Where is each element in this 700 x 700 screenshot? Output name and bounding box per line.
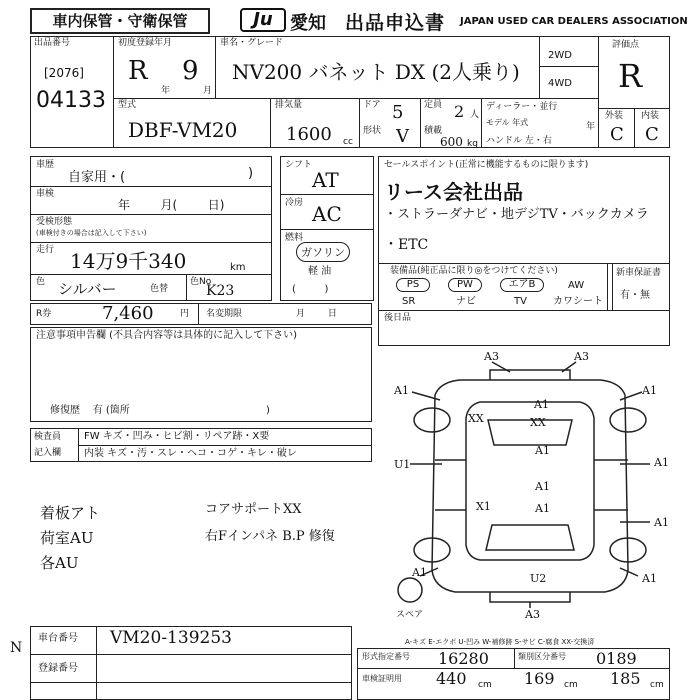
first-reg-era: R [128,56,148,86]
category-value: 0189 [596,649,637,668]
mark-a1-roof: A1 [535,444,550,457]
selling-line-3: ・ETC [384,237,429,253]
type-label: 形式指定番号 [362,652,410,661]
drive-box [539,36,599,99]
width-value: 169 [524,669,555,688]
shift-label: シフト [285,160,313,170]
model-value: DBF-VM20 [128,118,238,142]
r-ticket-value: 7,460 [102,303,154,324]
tax-unit: 月 日 [296,309,337,319]
dimension-label: 車検証明用 [362,674,402,683]
mark-a1-centre: A1 [535,480,550,493]
load-value: 600 [440,135,463,149]
shape-label: 形状 [363,126,382,136]
history-close: ) [248,166,254,181]
int-grade: C [645,124,659,145]
mark-a1-hood: A1 [534,398,549,411]
first-reg-label: 初度登録年月 [118,38,173,48]
length-unit: cm [478,680,492,690]
chassis-label: 車台番号 [38,633,78,644]
int-label: 内装 [641,111,660,121]
first-reg-month: 9 [182,56,199,86]
dealer-label: ディーラー・並行 [486,102,558,112]
logo-prefecture: 愛知 [290,13,326,34]
after-goods-label: 後日品 [384,313,412,323]
mark-a1-left-front: A1 [394,384,409,397]
equipment-label: 装備品(純正品に限り◎をつけてください) [390,266,558,276]
fuel-label: 燃料 [285,233,304,243]
fuel-paren: ( ) [292,284,329,295]
inspector-row-1: FW キズ・凹み・ヒビ割・リペア跡・X要 [84,431,270,442]
tax-label: 名変期限 [206,309,243,319]
equip-sr: SR [402,296,416,307]
equip-aw: AW [568,280,585,291]
shift-value: AT [312,168,339,192]
height-unit: cm [650,680,664,690]
load-label: 積載 [424,126,443,136]
selling-line-1: リース会社出品 [384,180,523,204]
color-value: シルバー [58,280,117,298]
capacity-value: 2 [454,102,465,121]
chassis-value: VM20-139253 [110,628,232,648]
diagram-legend: A-キズ E-エクボ U-凹み W-補修跡 S-サビ C-腐食 XX-交換済 [405,638,595,646]
mark-a1-left-rear: A1 [412,566,427,579]
selling-line-2: ・ストラーダナビ・地デジTV・バックカメラ [384,207,649,222]
capacity-unit: 人 [470,110,480,120]
after-goods-box [378,310,670,346]
lot-bracket: [2076] [44,66,84,80]
warranty-label: 新車保証書 [616,268,662,278]
mark-a1-right-rear-wheel: A1 [642,572,657,585]
mileage-value: 14万9千340 [70,249,187,273]
equip-seat: カワシート [553,296,603,307]
cc-label: 排気量 [275,100,303,110]
accept-note: (車検付きの場合は記入して下さい) [36,229,147,237]
type-value: 16280 [438,649,489,668]
mark-xx-hood: XX [530,416,546,429]
r-ticket-label: R券 [36,309,52,319]
drive-2wd: 2WD [548,50,572,61]
first-reg-year-unit: 年 [161,86,171,96]
inspector-label-1: 検査員 [34,432,62,442]
shape-value: V [396,126,409,147]
mileage-label: 走行 [36,245,55,255]
ext-grade: C [610,124,624,145]
lot-label: 出品番号 [34,38,71,48]
width-unit: cm [564,680,578,690]
first-reg-month-unit: 月 [203,86,213,96]
grade-label: 評価点 [612,40,640,50]
equip-navi: ナビ [456,296,476,307]
load-unit: kg [467,139,478,149]
storage-badge-text: 車内保管・守衛保管 [52,12,188,30]
mark-x1-left-rear: X1 [476,500,491,513]
mileage-unit: km [230,262,246,273]
storage-badge [30,8,210,34]
mark-u1-left-door: U1 [394,458,411,471]
color-code-label: 色No [190,277,212,287]
form-title: 出品申込書 [345,12,446,34]
note-3: 各AU [40,554,79,572]
ext-label: 外装 [605,111,624,121]
note-2: 荷室AU [40,529,94,547]
drive-4wd: 4WD [548,78,572,89]
mark-a3-rear: A3 [525,608,540,621]
grade-value: R [618,57,643,95]
mark-a1-right-front: A1 [642,384,657,397]
mark-a1-right-door: A1 [654,456,669,469]
length-value: 440 [436,669,467,688]
lot-number: 04133 [36,88,106,113]
note-1: 着板アト [40,504,101,522]
cc-unit: cc [343,137,353,147]
equip-ps: PS [396,278,430,292]
mark-a1-right-rear: A1 [654,516,669,529]
mark-a3-front-right: A3 [574,350,589,363]
mark-a3-front-left: A3 [484,350,499,363]
ac-label: 冷房 [285,198,304,208]
equip-airbag: エアB [500,278,544,292]
mark-u2-rear: U2 [530,572,547,585]
color-label: 色 [36,277,46,287]
ac-value: AC [312,202,342,226]
color-change-label: 色替 [150,284,169,294]
warranty-value: 有・無 [620,290,650,301]
ju-logo-mark: Ju [253,9,273,30]
diagram-marks [393,350,669,621]
fuel-gas: ガソリン [296,242,350,262]
handle-label: ハンドル 左・右 [486,136,552,146]
mark-a1-rear-roof: A1 [535,502,550,515]
inspection-label: 車検 [36,189,55,199]
selling-label: セールスポイント(正常に機能するものに限ります) [384,160,589,170]
mark-xx-front: XX [468,412,484,425]
cc-value: 1600 [286,124,332,145]
note-4: コアサポートXX [205,502,302,517]
color-code: K23 [206,283,235,299]
repair-history-close: ) [266,405,270,416]
reg-label: 登録番号 [38,663,78,674]
history-label: 車歴 [36,160,55,170]
notes-label: 注意事項申告欄 (不具合内容等は具体的に記入して下さい) [36,330,297,341]
capacity-label: 定員 [424,100,443,110]
history-value: 自家用・( [68,170,126,185]
repair-history: 修復歴 有 (箇所 [50,405,130,416]
door-value: 5 [392,102,404,123]
door-label: ドア [363,100,381,110]
association-name: JAPAN USED CAR DEALERS ASSOCIATION [460,16,688,27]
inspection-text: 年 月( 日) [118,198,225,212]
fuel-diesel: 軽 油 [308,266,332,277]
model-year-unit: 年 [586,122,596,132]
r-ticket-unit: 円 [180,309,190,319]
inspector-label-2: 記入欄 [34,448,62,458]
equip-tv: TV [514,296,527,307]
category-label: 類別区分番号 [518,652,566,661]
inspector-row-2: 内装 キズ・汚・スレ・ヘコ・コゲ・キレ・破レ [84,448,297,459]
accept-label: 受検形態 [36,217,73,227]
model-year-label: モデル 年式 [486,118,529,127]
note-5: 右Fインパネ B.P 修復 [205,529,335,544]
margin-mark: N [10,640,23,656]
car-name-label: 車名・グレード [220,38,284,48]
car-name-value: NV200 バネット DX (2人乗り) [232,60,520,84]
height-value: 185 [610,669,641,688]
equip-pw: PW [448,278,482,292]
model-label: 型式 [118,100,137,110]
spare-label: スペア [396,610,424,620]
car-damage-diagram [380,350,680,630]
ju-logo [240,8,286,32]
